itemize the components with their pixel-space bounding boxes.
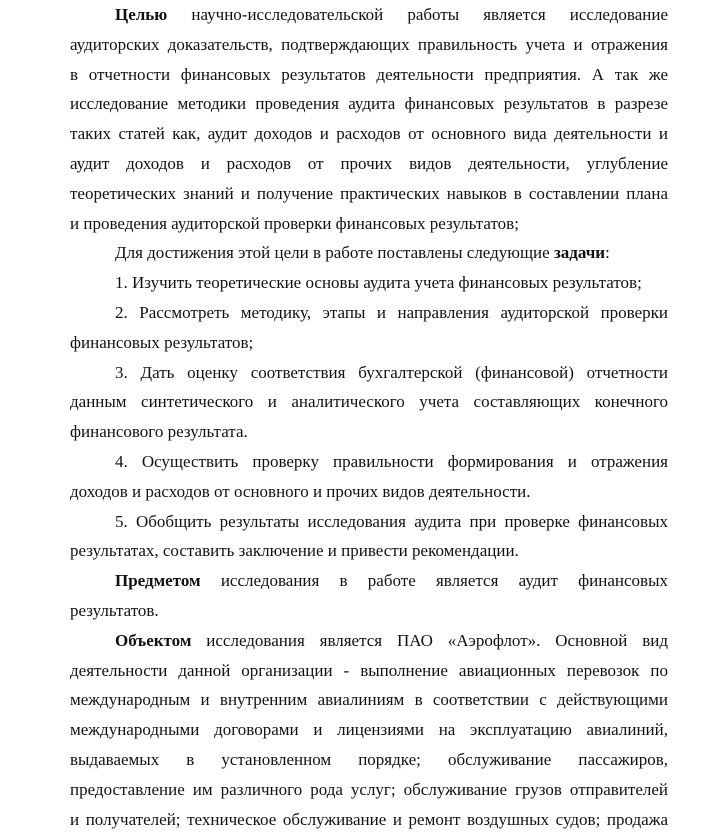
text-segment: научно-исследовательской работы является исследование (167, 5, 668, 24)
paragraph (70, 447, 668, 507)
text-line (70, 238, 668, 268)
paragraph (70, 268, 668, 298)
text-segment: результатов. (70, 600, 159, 620)
text-line (70, 775, 668, 805)
text-segment: 5. Обобщить результаты исследования аудита при проверке финансовых (115, 511, 668, 531)
text-line (70, 0, 668, 30)
text-segment: выдаваемых в установленном порядке; обслуживание пассажиров, (70, 749, 668, 769)
text-line (70, 656, 668, 686)
text-line (70, 417, 668, 447)
text-line (70, 745, 668, 775)
text-segment: финансового результата. (70, 422, 248, 442)
text-segment: 1. Изучить теоретические основы аудита учета финансовых результатов; (115, 273, 642, 293)
text-segment: данным синтетического и аналитического учета составляющих конечного (70, 392, 668, 412)
text-segment: исследования является ПАО «Аэрофлот». Основной вид (191, 630, 668, 650)
text-line (70, 149, 668, 179)
text-line (70, 566, 668, 596)
text-segment: таких статей как, аудит доходов и расходов от основного вида деятельности и (70, 124, 668, 144)
bold-term: Предметом (115, 571, 201, 591)
text-line (70, 268, 668, 298)
text-line (70, 298, 668, 328)
text-segment: аудит доходов и расходов от прочих видов деятельности, углубление (70, 153, 668, 173)
text-segment: 2. Рассмотреть методику, этапы и направления аудиторской проверки (115, 302, 668, 322)
text-segment: 4. Осуществить проверку правильности формирования и отражения (115, 451, 668, 471)
text-segment: результатах, составить заключение и привести рекомендации. (70, 541, 519, 561)
paragraph (70, 298, 668, 358)
text-line (70, 805, 668, 834)
bold-term: задачи (553, 243, 606, 263)
paragraph (70, 358, 668, 447)
text-line (70, 179, 668, 209)
bold-term: Объектом (115, 630, 192, 650)
document-body (70, 0, 668, 834)
text-segment: международными договорами и лицензиями на эксплуатацию авиалиний, (70, 720, 668, 740)
paragraph (70, 507, 668, 567)
text-line (70, 358, 668, 388)
text-line (70, 685, 668, 715)
text-line (70, 477, 668, 507)
text-segment: международным и внутренним авиалиниям в соответствии с действующими (70, 690, 668, 710)
text-line (70, 596, 668, 626)
text-segment: 3. Дать оценку соответствия бухгалтерской (финансовой) отчетности (115, 362, 668, 382)
text-line (70, 30, 668, 60)
paragraph (70, 0, 668, 238)
text-line (70, 715, 668, 745)
text-segment: в отчетности финансовых результатов деятельности предприятия. А так же (70, 64, 668, 84)
text-segment: исследования в работе является аудит финансовых (200, 571, 668, 591)
text-segment: предоставление им различного рода услуг; обслуживание грузов отправителей (70, 779, 668, 799)
text-line (70, 60, 668, 90)
paragraph (70, 566, 668, 626)
bold-term: Целью (115, 5, 168, 24)
text-line (70, 626, 668, 656)
text-segment: деятельности данной организации - выполнение авиационных перевозок по (70, 660, 668, 680)
text-segment: и получателей; техническое обслуживание и ремонт воздушных судов; продажа (70, 809, 668, 829)
text-line (70, 89, 668, 119)
text-segment: исследование методики проведения аудита финансовых результатов в разрезе (70, 94, 668, 114)
text-segment: доходов и расходов от основного и прочих видов деятельности. (70, 481, 531, 501)
text-segment: и проведения аудиторской проверки финансовых результатов; (70, 213, 519, 233)
text-line (70, 119, 668, 149)
text-line (70, 328, 668, 358)
text-line (70, 387, 668, 417)
text-line (70, 447, 668, 477)
text-segment: аудиторских доказательств, подтверждающих правильность учета и отражения (70, 34, 668, 54)
text-segment: теоретических знаний и получение практических навыков в составлении плана (70, 183, 668, 203)
text-line (70, 536, 668, 566)
text-line (70, 209, 668, 239)
text-line (70, 507, 668, 537)
text-segment: Для достижения этой цели в работе поставлены следующие (115, 243, 554, 263)
paragraph (70, 238, 668, 268)
paragraph (70, 626, 668, 834)
text-segment: : (605, 243, 610, 263)
text-segment: финансовых результатов; (70, 332, 254, 352)
